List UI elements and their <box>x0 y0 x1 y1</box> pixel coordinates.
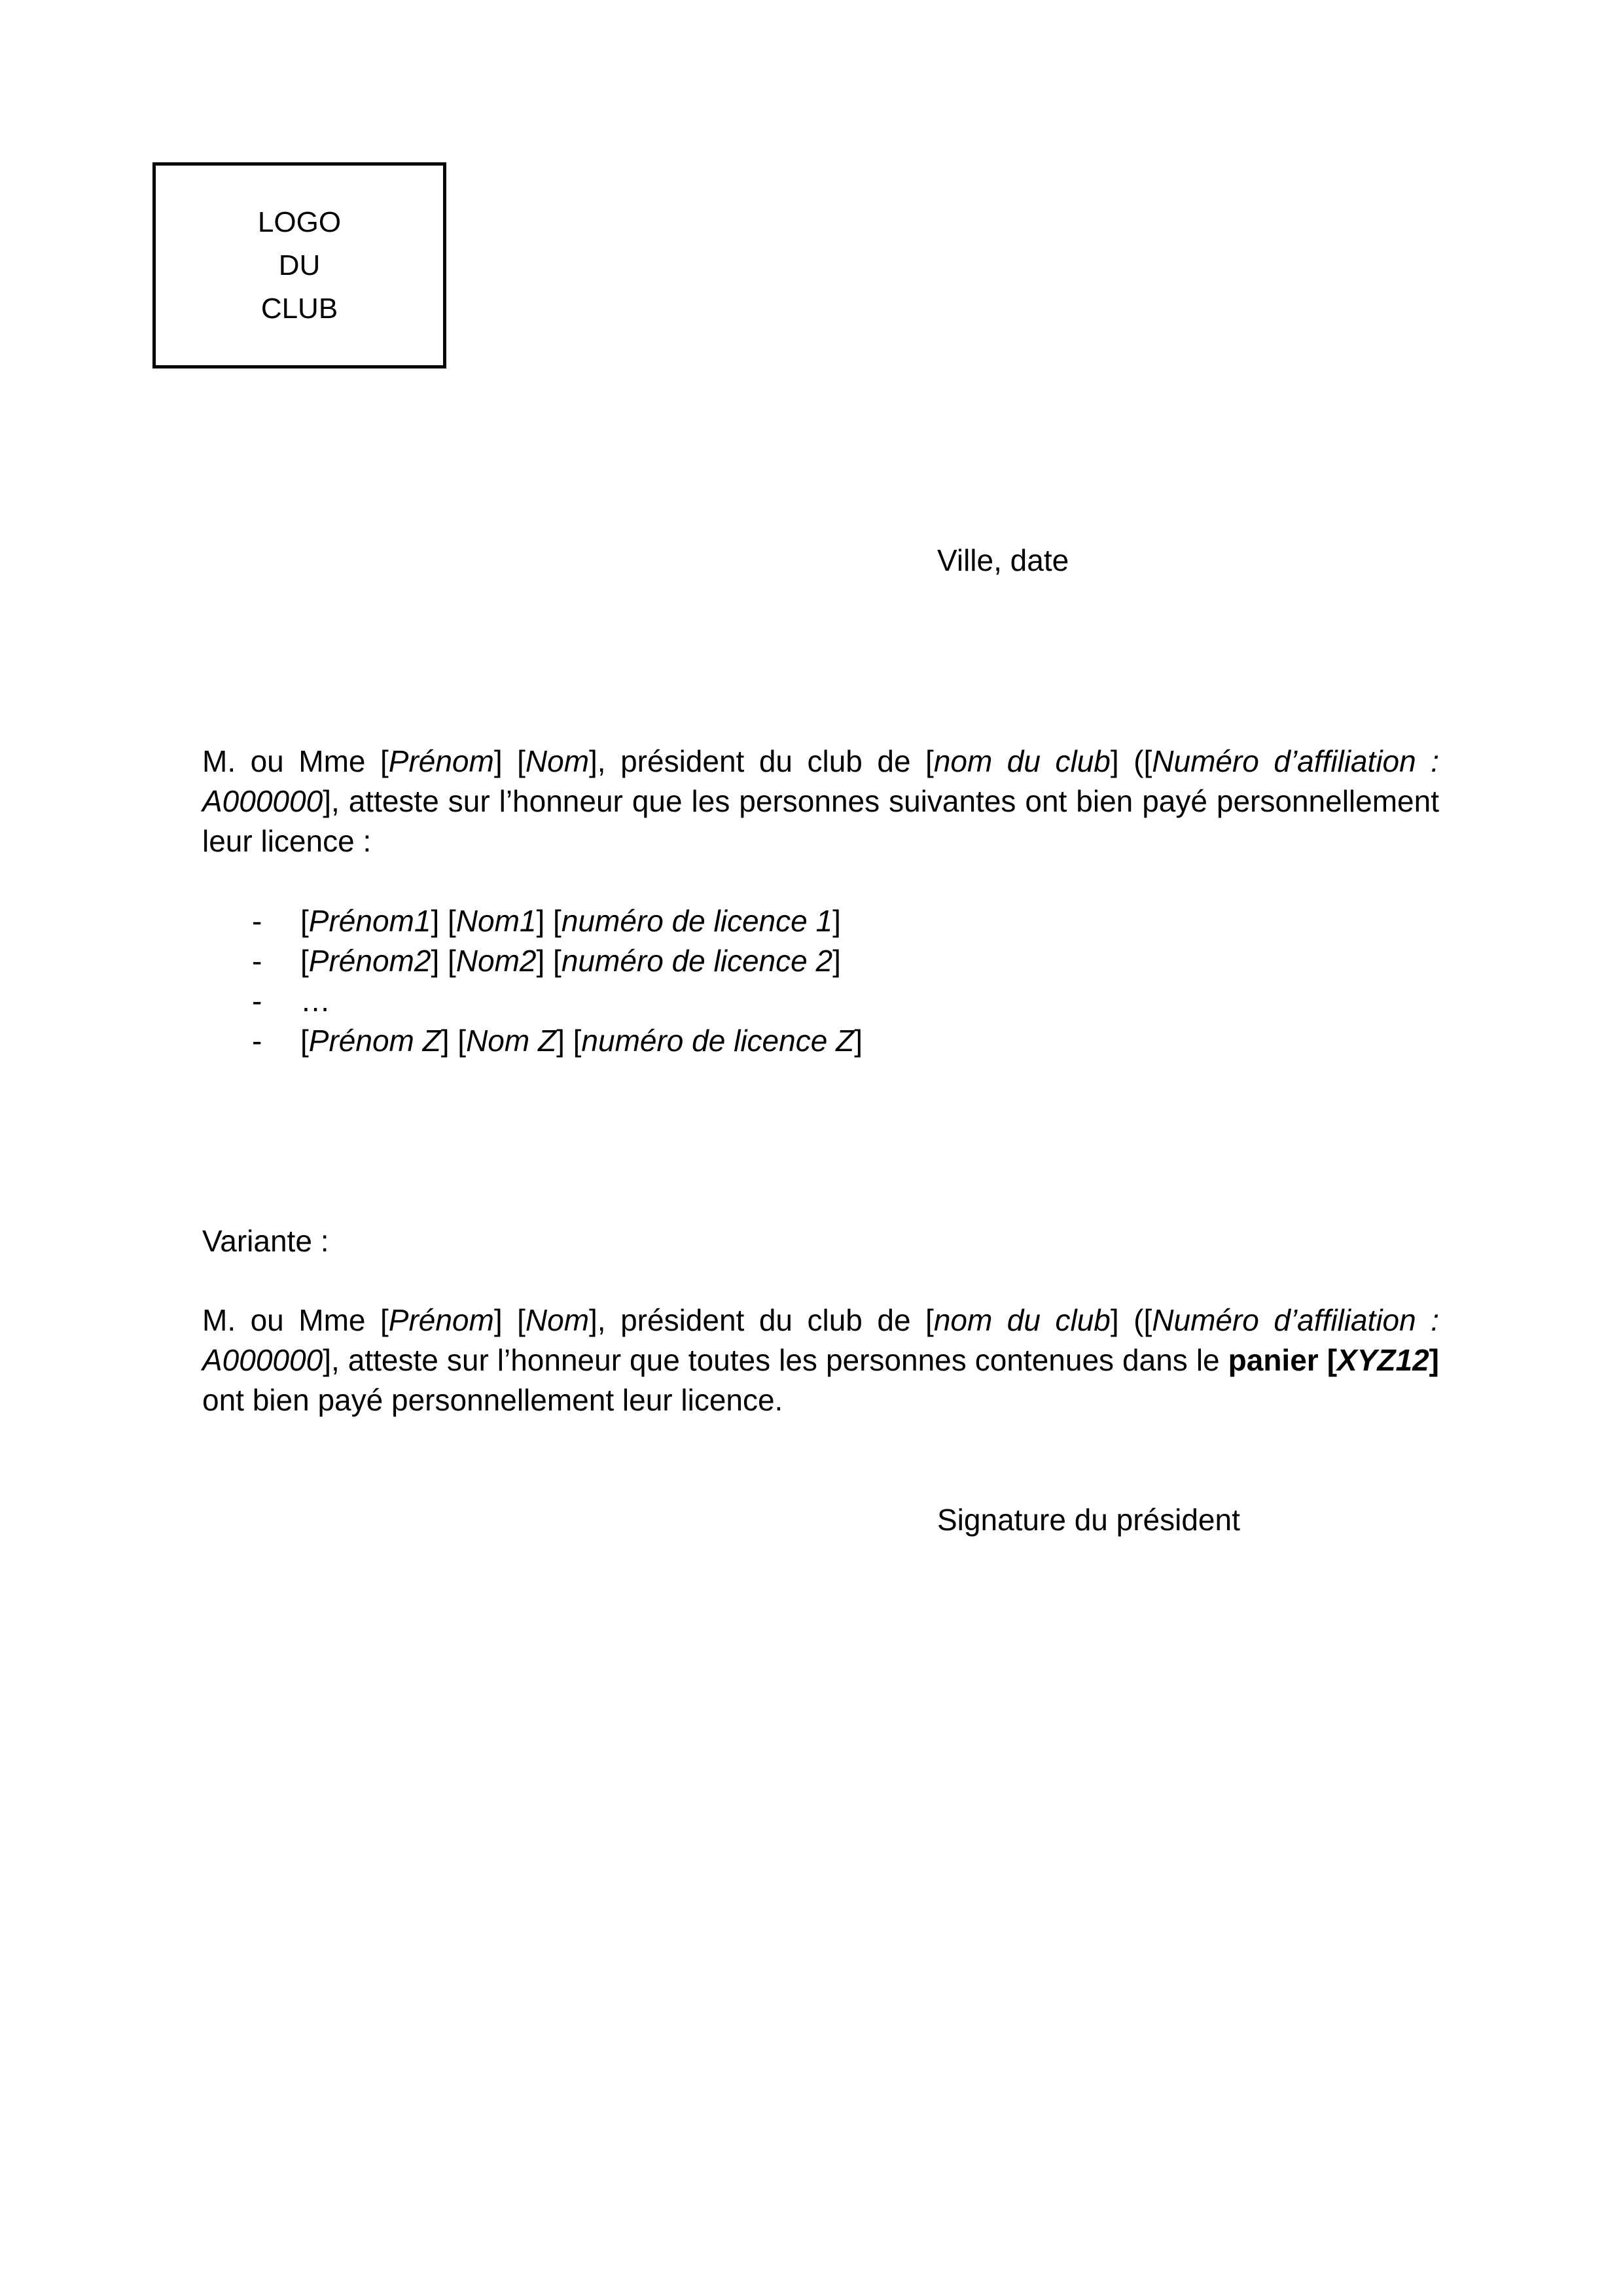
p1-affiliation: Numéro d’affiliation : A000000 <box>202 744 1440 818</box>
list-ellipsis: … <box>300 984 330 1018</box>
p2-prenom: Prénom <box>388 1303 494 1337</box>
list-item: - [Prénom1] [Nom1] [numéro de licence 1] <box>252 901 863 941</box>
variant-paragraph <box>202 1300 1439 1420</box>
list-prenom: Prénom2 <box>308 944 431 978</box>
list-dash: - <box>252 984 262 1018</box>
variant-label: Variante : <box>202 1224 329 1258</box>
list-prenom: Prénom Z <box>308 1024 441 1058</box>
p2-text-3: ], président du club de [ <box>589 1303 934 1337</box>
list-licence: numéro de licence 1 <box>561 904 833 938</box>
licence-list <box>252 901 863 1061</box>
list-nom: Nom2 <box>455 944 537 978</box>
list-nom: Nom1 <box>455 904 537 938</box>
club-logo-placeholder <box>152 162 446 368</box>
list-prenom: Prénom1 <box>308 904 431 938</box>
signature-label: Signature du président <box>937 1503 1240 1537</box>
p2-panier: panier [ <box>1228 1343 1338 1377</box>
list-nom: Nom Z <box>466 1024 557 1058</box>
p1-text-2: ] [ <box>493 744 526 778</box>
p2-panier-close: ] <box>1429 1343 1439 1377</box>
p2-affiliation: Numéro d’affiliation : A000000 <box>202 1303 1440 1377</box>
p2-nom: Nom <box>525 1303 590 1337</box>
logo-line-2: DU <box>278 249 321 281</box>
p2-text-1: M. ou Mme [ <box>202 1303 389 1337</box>
p2-text-6: ont bien payé personnellement leur licence. <box>202 1383 783 1417</box>
logo-line-3: CLUB <box>260 292 338 325</box>
list-item: - [Prénom2] [Nom2] [numéro de licence 2] <box>252 941 863 981</box>
p1-text-1: M. ou Mme [ <box>202 744 389 778</box>
attestation-paragraph <box>202 742 1439 861</box>
p1-nom: Nom <box>525 744 590 778</box>
logo-line-1: LOGO <box>257 206 342 238</box>
list-dash: - <box>252 944 262 978</box>
p2-club: nom du club <box>933 1303 1111 1337</box>
p2-text-2: ] [ <box>493 1303 526 1337</box>
list-item <box>252 981 863 1021</box>
p1-prenom: Prénom <box>388 744 494 778</box>
p1-text-3: ], président du club de [ <box>589 744 934 778</box>
list-licence: numéro de licence Z <box>581 1024 855 1058</box>
p2-text-5: ], atteste sur l’honneur que toutes les personnes contenues dans le <box>323 1343 1228 1377</box>
p2-panier-code: XYZ12 <box>1337 1343 1429 1377</box>
list-dash: - <box>252 904 262 938</box>
list-dash: - <box>252 1024 262 1058</box>
p1-club: nom du club <box>933 744 1111 778</box>
p1-text-5: ], atteste sur l’honneur que les personnes suivantes ont bien payé personnellement leur licence : <box>202 784 1439 858</box>
list-licence: numéro de licence 2 <box>561 944 833 978</box>
p2-text-4: ] ([ <box>1110 1303 1152 1337</box>
city-date: Ville, date <box>937 543 1069 577</box>
list-item: - [Prénom Z] [Nom Z] [numéro de licence Z] <box>252 1021 863 1061</box>
p1-text-4: ] ([ <box>1110 744 1152 778</box>
